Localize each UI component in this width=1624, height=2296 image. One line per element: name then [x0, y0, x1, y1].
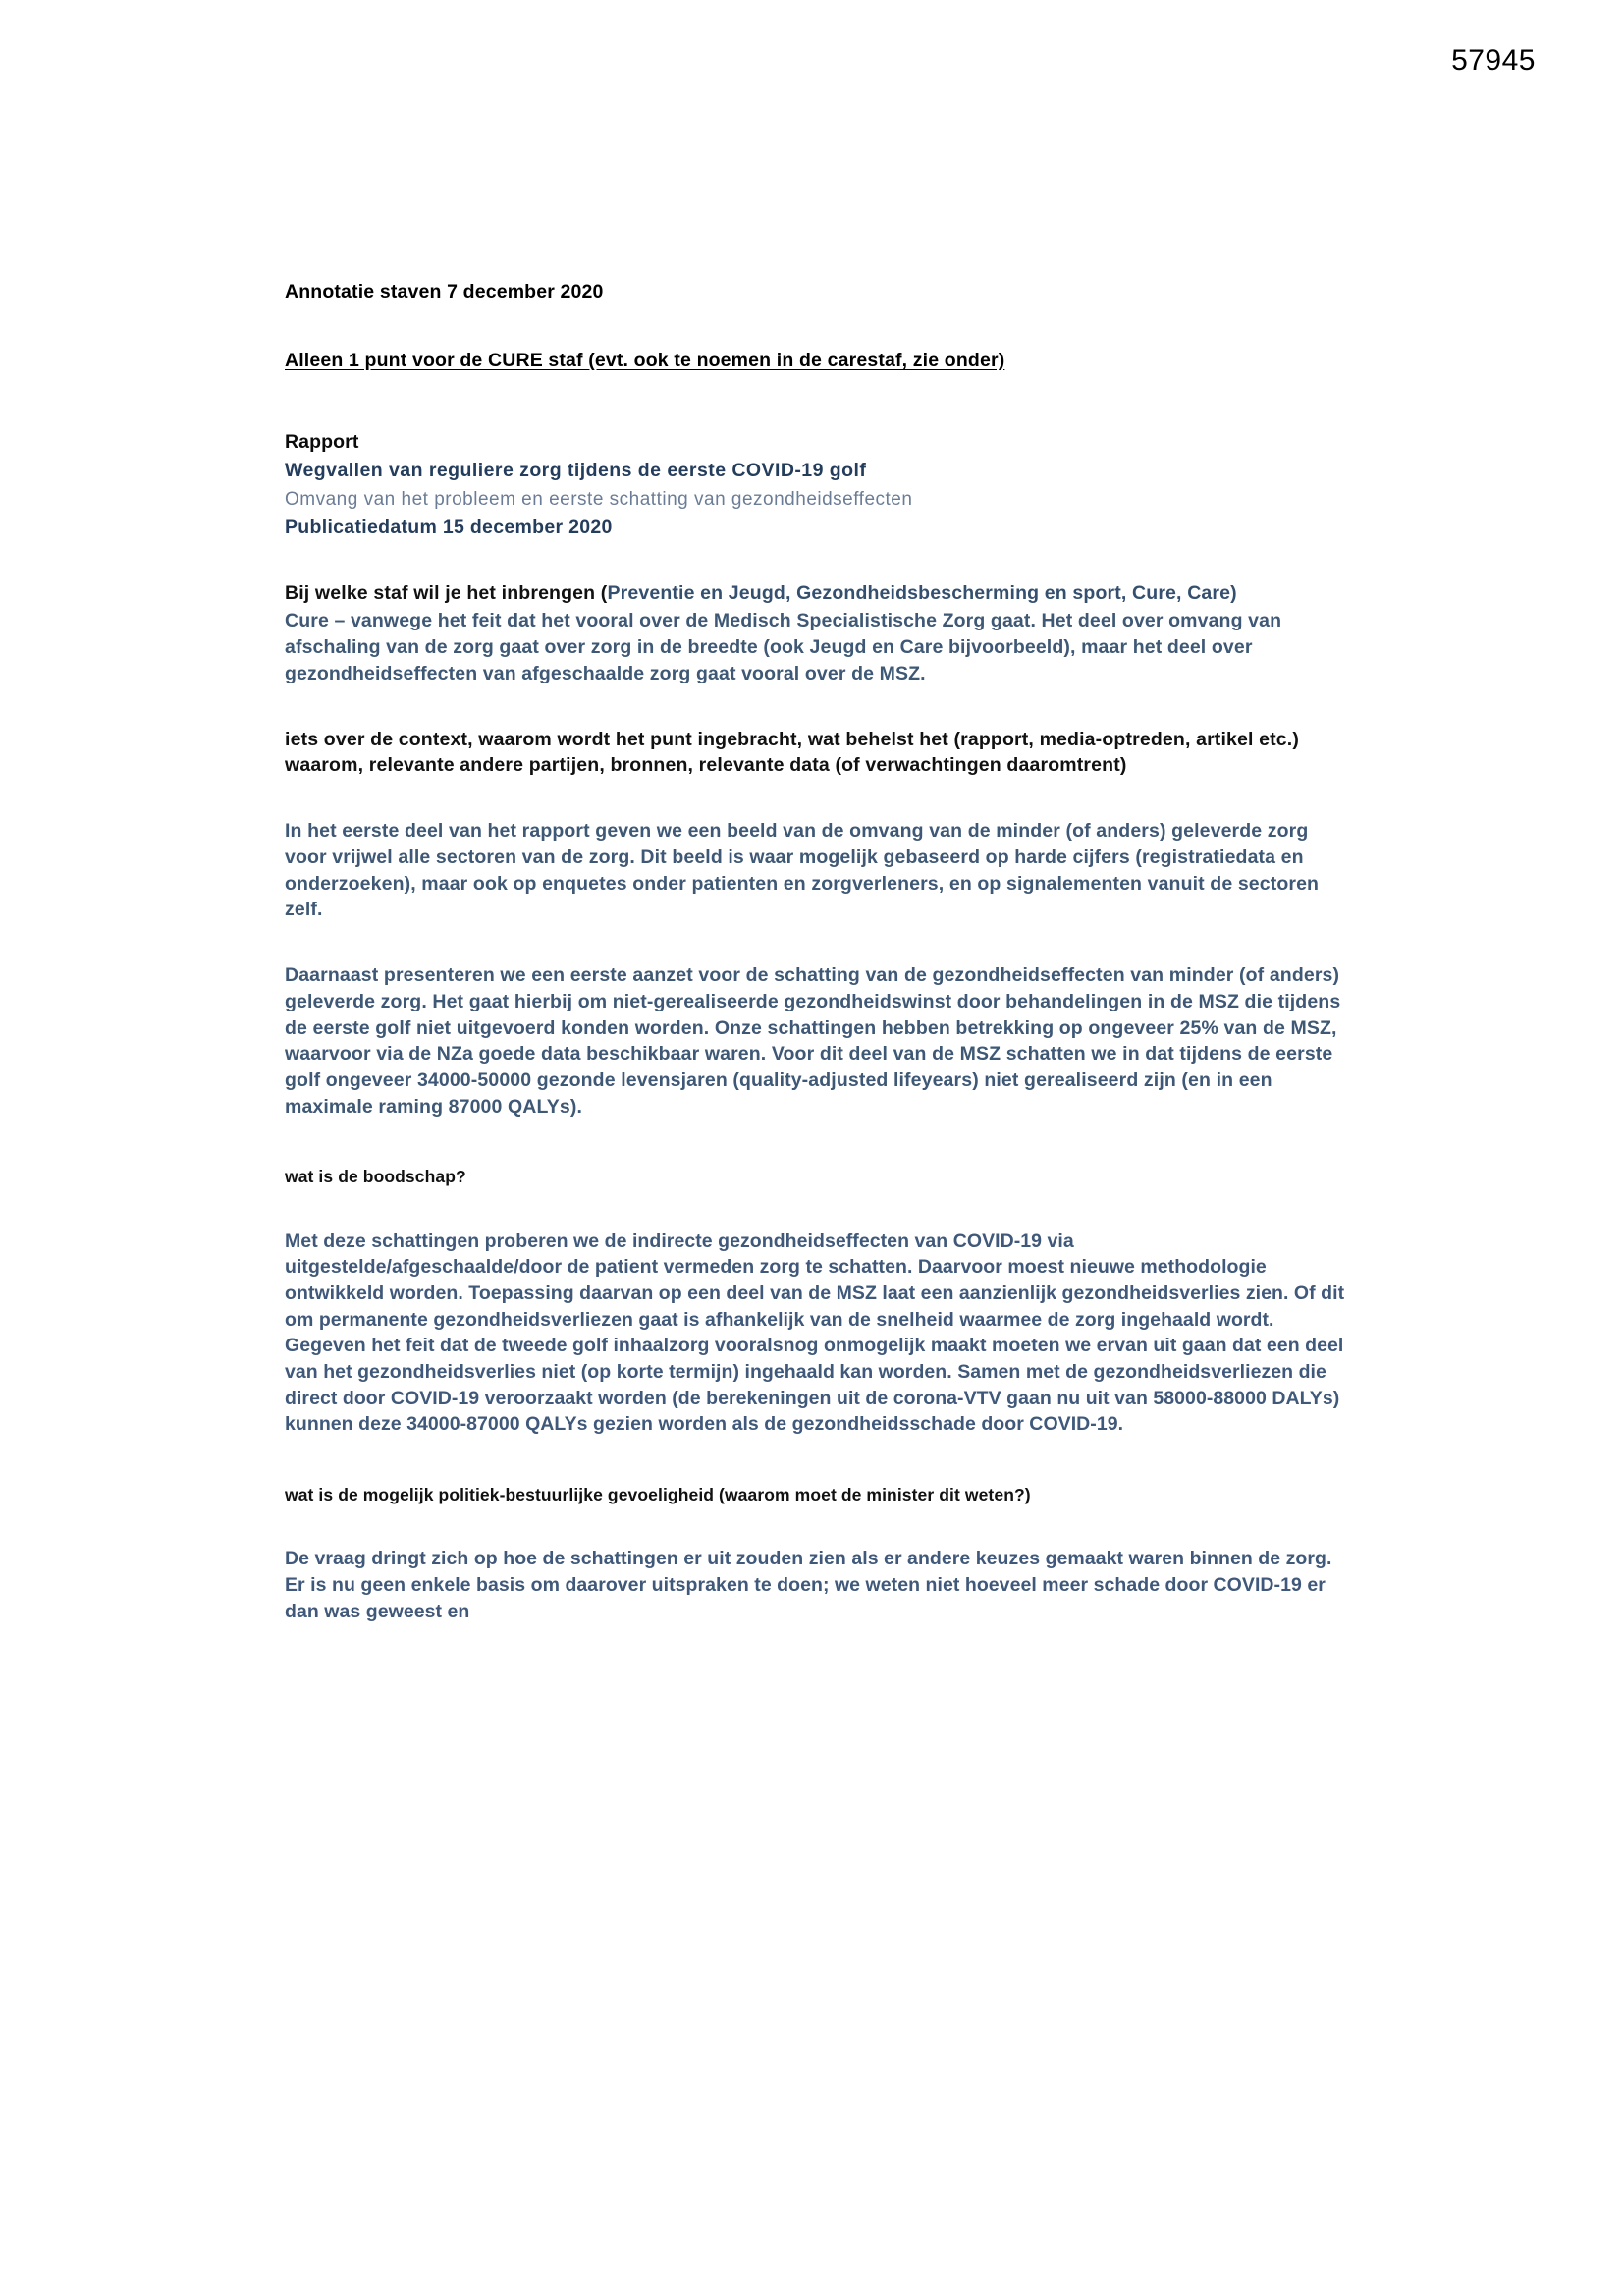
page-number: 57945: [1451, 44, 1536, 77]
boodschap-heading: wat is de boodschap?: [285, 1167, 466, 1187]
rapport-label: Rapport: [285, 431, 359, 454]
rapport-subtitle: Omvang van het probleem en eerste schatting van gezondheidseffecten: [285, 489, 913, 511]
rapport-publication-date: Publicatiedatum 15 december 2020: [285, 516, 613, 538]
section-gevoeligheid: [285, 1483, 1345, 1624]
staf-question-heading: [285, 580, 1345, 607]
gevoeligheid-paragraph: De vraag dringt zich op hoe de schattingen er uit zouden zien als er andere keuzes gemaakt waren binnen de zorg. Er is nu geen enkele basis om daarover uitspraken te doen; we weten niet hoeveel meer schade door COVID-19 er dan was geweest en: [285, 1548, 1332, 1622]
context-paragraph-1: In het eerste deel van het rapport geven we een beeld van de omvang van de minder (of anders) geleverde zorg voor vrijwel alle sectoren van de zorg. Dit beeld is waar mogelijk gebaseerd op harde cijfers (registratiedata en onderzoeken), maar ook op enquetes onder patienten en zorgverleners, en op signalementen vanuit de sectoren zelf.: [285, 820, 1320, 921]
context-paragraph-2: Daarnaast presenteren we een eerste aanzet voor de schatting van de gezondheidseffecten van minder (of anders) geleverde zorg. Het gaat hierbij om niet-gerealiseerde gezondheidswinst door behandelingen in de MSZ die tijdens de eerste golf niet uitgevoerd konden worden. Onze schattingen hebben betrekking op ongeveer 25% van de MSZ, waarvoor via de NZa goede data beschikbaar waren. Voor dit deel van de MSZ schatten we in dat tijdens de eerste golf ongeveer 34000-50000 gezonde levensjaren (quality-adjusted lifeyears) niet gerealiseerd zijn (en in een maximale raming 87000 QALYs).: [285, 964, 1341, 1118]
document-subheading: Alleen 1 punt voor de CURE staf (evt. ook te noemen in de carestaf, zie onder): [285, 349, 1005, 371]
staf-question-heading-part3: ezondheidsbescherming en sport, Cure, Care): [811, 581, 1237, 604]
staf-question-heading-part1: Bij welke staf wil je het inbrengen (: [285, 581, 608, 604]
section-boodschap: [285, 1165, 1345, 1438]
context-question-heading: iets over de context, waarom wordt het punt ingebracht, wat behelst het (rapport, media-optreden, artikel etc.) waarom, relevante andere partijen, bronnen, relevante data (of verwachtingen daaromtrent): [285, 728, 1299, 777]
gevoeligheid-heading: wat is de mogelijk politiek-bestuurlijke gevoeligheid (waarom moet de minister dit weten?): [285, 1485, 1031, 1505]
section-staf-question: [285, 580, 1345, 687]
section-context-question: [285, 727, 1345, 1121]
document-title: Annotatie staven 7 december 2020: [285, 281, 604, 302]
document-content: [285, 280, 1345, 1624]
staf-question-heading-part2: Preventie en Jeugd, G: [607, 581, 812, 604]
boodschap-paragraph: Met deze schattingen proberen we de indirecte gezondheidseffecten van COVID-19 via uitgestelde/afgeschaalde/door de patient vermeden zorg te schatten. Daarvoor moest nieuwe methodologie ontwikkeld worden. Toepassing daarvan op een deel van de MSZ laat een aanzienlijk gezondheidsverlies zien. Of dit om permanente gezondheidsverliezen gaat is afhankelijk van de snelheid waarmee de zorg ingehaald wordt. Gegeven het feit dat de tweede golf inhaalzorg vooralsnog onmogelijk maakt moeten we ervan uit gaan dat een deel van het gezondheidsverlies niet (op korte termijn) ingehaald kan worden. Samen met de gezondheidsverliezen die direct door COVID-19 veroorzaakt worden (de berekeningen uit de corona-VTV gaan nu uit van 58000-88000 DALYs) kunnen deze 34000-87000 QALYs gezien worden als de gezondheidsschade door COVID-19.: [285, 1230, 1345, 1436]
rapport-title: Wegvallen van reguliere zorg tijdens de eerste COVID-19 golf: [285, 460, 867, 482]
staf-question-answer: Cure – vanwege het feit dat het vooral over de Medisch Specialistische Zorg gaat. Het deel over omvang van afschaling van de zorg gaat over zorg in de breedte (ook Jeugd en Care bijvoorbeeld), maar het deel over gezondheidseffecten van afgeschaalde zorg gaat vooral over de MSZ.: [285, 610, 1282, 684]
rapport-block: [285, 430, 1345, 540]
